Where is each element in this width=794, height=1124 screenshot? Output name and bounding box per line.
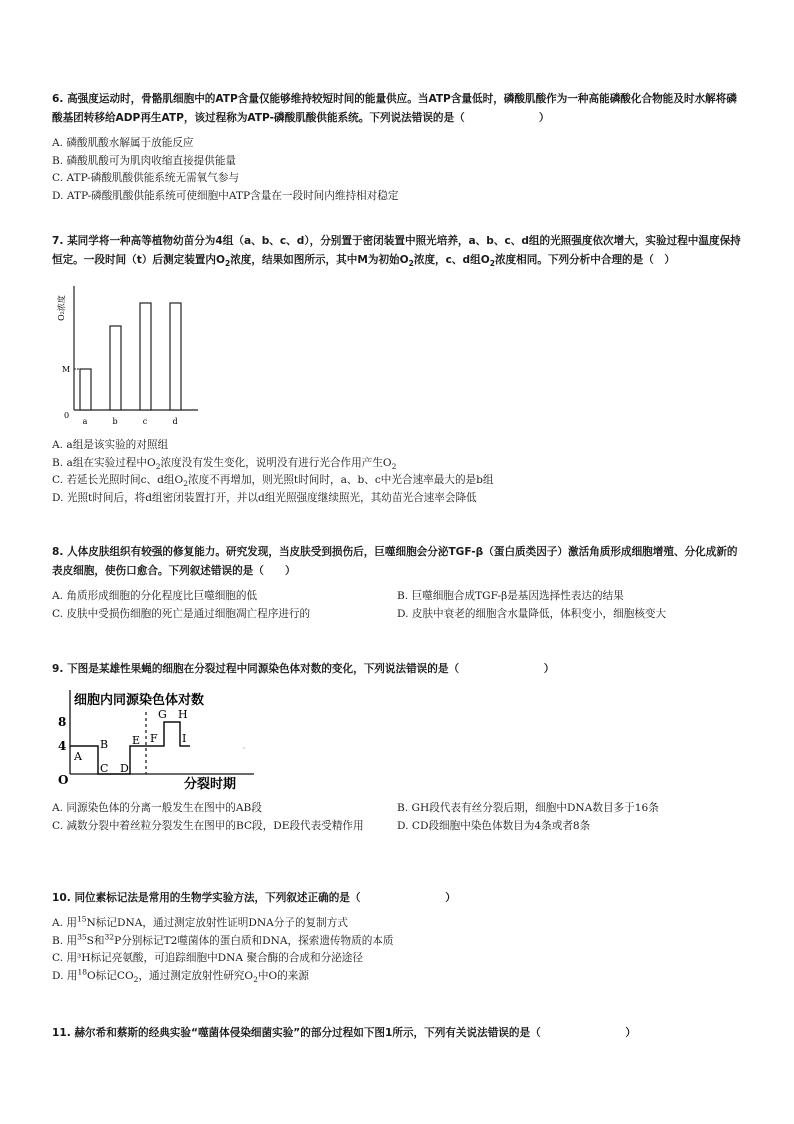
point-a: A <box>74 750 82 763</box>
point-h: H <box>178 708 188 721</box>
option-d: D. CD段细胞中染色体数目为4条或者8条 <box>397 819 591 832</box>
chart-title: 细胞内同源染色体对数 <box>74 693 205 708</box>
option-d: D. 皮肤中衰老的细胞含水量降低，体积变小，细胞核变大 <box>397 607 667 620</box>
question-10 <box>52 889 742 985</box>
homologous-pairs-chart-svg <box>54 688 284 796</box>
origin-label: 0 <box>64 411 70 420</box>
question-9 <box>52 660 742 679</box>
o2-bar-chart <box>52 286 212 434</box>
option-a: A. 角质形成细胞的分化程度比巨噬细胞的低 <box>52 590 258 602</box>
question-9-options-grid <box>52 800 742 835</box>
point-d: D <box>120 762 129 775</box>
point-g: G <box>158 708 167 721</box>
question-10-stem: 10. 同位素标记法是常用的生物学实验方法，下列叙述正确的是（ ） <box>52 892 456 904</box>
option-d: D. 用$^{18}$O标记$CO_2$，通过测定放射性研究$O_2$中O的来源 <box>52 966 309 984</box>
question-8-stem: 8. 人体皮肤组织有较强的修复能力。研究发现，当皮肤受到损伤后，巨噬细胞会分泌TGF-β（蛋白质类因子）激活角质形成细胞增殖、分化成新的表皮细胞，使伤口愈合。下列叙述错误的是（ ） <box>52 546 738 577</box>
bar-d <box>170 303 181 410</box>
x-axis-label: 分裂时期 <box>184 777 237 792</box>
option-d: D. 光照t时间后，将d组密闭装置打开，并以d组光照强度继续照光，其幼苗光合速率会降低 <box>52 491 477 504</box>
question-6-stem: 6. 高强度运动时，骨骼肌细胞中的ATP含量仅能够维持较短时间的能量供应。当ATP含量低时，磷酸肌酸作为一种高能磷酸化合物能及时水解将磷酸基团转移给ADP再生ATP，该过程称为ATP-磷酸肌酸供能系统。下列说法错误的是（ ） <box>52 93 737 124</box>
point-c: C <box>100 762 109 775</box>
question-9-stem: 9. 下图是某雄性果蝇的细胞在分裂过程中同源染色体对数的变化，下列说法错误的是（ ） <box>52 663 555 675</box>
bar-a <box>80 369 91 410</box>
point-b: B <box>100 738 109 751</box>
question-11-stem: 11. 赫尔希和蔡斯的经典实验“噬菌体侵染细菌实验”的部分过程如下图1所示，下列有关说法错误的是（ ） <box>52 1027 637 1039</box>
x-tick-c: c <box>142 417 148 426</box>
question-11 <box>52 1024 742 1043</box>
question-7 <box>52 232 742 270</box>
option-d: D. ATP-磷酸肌酸供能系统可使细胞中ATP含量在一段时间内维持相对稳定 <box>52 189 399 202</box>
option-b: B. 巨噬细胞合成TGF-β是基因选择性表达的结果 <box>397 590 624 602</box>
option-c: C. 减数分裂中着丝粒分裂发生在图甲的BC段，DE段代表受精作用 <box>52 819 364 832</box>
bar-c <box>140 303 151 410</box>
pairs-line <box>70 722 190 774</box>
option-b: B. a组在实验过程中$O_2$浓度没有发生变化，说明没有进行光合作用产生$O_2$ <box>52 456 397 471</box>
option-b: B. 磷酸肌酸可为肌肉收缩直接提供能量 <box>52 154 237 167</box>
option-c: C. 若延长光照时间c、d组$O_2$浓度不再增加，则光照t时间时，a、b、c中光合速率最大的是b组 <box>52 474 494 489</box>
option-c: C. 用³H标记亮氨酸，可追踪细胞中DNA 聚合酶的合成和分泌途径 <box>52 952 363 964</box>
origin-label: O <box>58 773 69 787</box>
option-b: B. 用$^{35}$S和$^{32}$P分别标记T2噬菌体的蛋白质和DNA，探索遗传物质的本质 <box>52 931 394 947</box>
question-9-options <box>52 800 742 835</box>
option-a: A. 同源染色体的分离一般发生在图中的AB段 <box>52 802 262 814</box>
m-label: M <box>62 365 71 374</box>
y-tick-4: 4 <box>58 739 67 753</box>
question-10-options <box>52 915 742 985</box>
bar-b <box>110 326 121 410</box>
point-f: F <box>150 732 158 745</box>
homologous-pairs-chart <box>54 688 284 796</box>
x-tick-b: b <box>112 417 118 426</box>
question-6 <box>52 90 742 205</box>
question-7-stem: 7. 某同学将一种高等植物幼苗分为4组（a、b、c、d），分别置于密闭装置中照光培养，a、b、c、d组的光照强度依次增大，实验过程中温度保持恒定。一段时间（t）后测定装置内$O_2$浓度，结果如图所示，其中M为初始$O_2$浓度，c、d组$O_2$浓度相同。下列分析中合理的是（ ） <box>52 235 741 269</box>
y-tick-8: 8 <box>58 715 67 729</box>
point-i: I <box>182 732 187 745</box>
question-8-options <box>52 588 742 623</box>
x-tick-d: d <box>172 417 178 426</box>
question-6-options <box>52 135 742 205</box>
point-e: E <box>132 734 141 747</box>
question-8 <box>52 543 742 623</box>
option-b: B. GH段代表有丝分裂后期，细胞中DNA数目多于16条 <box>397 802 659 814</box>
option-c: C. ATP-磷酸肌酸供能系统无需氧气参与 <box>52 172 240 184</box>
y-axis-label: O₂浓度 <box>57 295 66 321</box>
option-a: A. a组是该实验的对照组 <box>52 439 169 451</box>
o2-bar-chart-svg <box>52 286 212 434</box>
option-a: A. 用$^{15}$N标记DNA，通过测定放射性证明DNA分子的复制方式 <box>52 914 348 929</box>
option-a: A. 磷酸肌酸水解属于放能反应 <box>52 137 194 149</box>
question-7-options <box>52 437 742 507</box>
option-c: C. 皮肤中受损伤细胞的死亡是通过细胞凋亡程序进行的 <box>52 607 311 620</box>
x-tick-a: a <box>82 417 88 426</box>
